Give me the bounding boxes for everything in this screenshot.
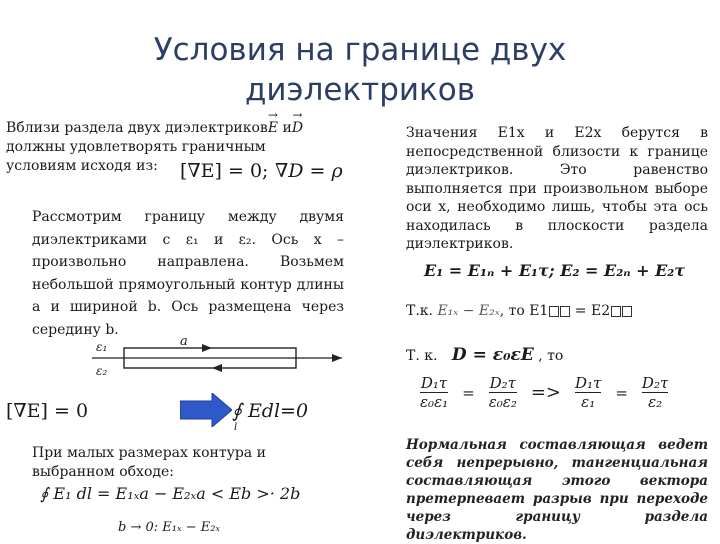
- top-arrow: [202, 344, 212, 352]
- contour-integral: ∮ Edl=0: [232, 400, 309, 422]
- axis-arrow: [332, 354, 342, 362]
- epsilon2-label: ε₂: [96, 364, 108, 378]
- slide-title: Условия на границе двух диэлектриков: [153, 32, 567, 108]
- decomposition-formula: E₁ = E₁ₙ + E₁τ; E₂ = E₂ₙ + E₂τ: [424, 261, 686, 280]
- contour-paragraph: Рассмотрим границу между двумя диэлектриками с ε₁ и ε₂. Ось x – произвольно направлена. Возьмем небольшой прямоугольный контур длины a и шириной b. Ось размещена через середину b.: [32, 209, 344, 338]
- epsilon1-label: ε₁: [96, 340, 108, 354]
- placeholder-box: [549, 306, 559, 317]
- contour-diagram: [92, 336, 342, 380]
- bottom-arrow: [212, 364, 222, 372]
- vector-E: → E: [268, 119, 278, 138]
- intro-and: и: [278, 120, 292, 136]
- right-paragraph: Значения E1x и E2x берутся в непосредственной близости к границе диэлектриков. Это равенство выполняется при произвольном выборе оси x, необходимо лишь, чтобы эта ось находилась в плоскости раздела диэлектриков.: [406, 125, 708, 252]
- eq-divergence: ∇D = ρ: [275, 160, 343, 182]
- length-label: a: [180, 334, 188, 349]
- tk1-line: Т.к. E₁ₓ − E₂ₓ, то E1 = E2: [406, 302, 632, 321]
- intro-line2: должны удовлетворять граничным: [6, 139, 266, 155]
- integral-equation: ∮ E₁ dl = E₁ₓa − E₂ₓa < Eb >· 2b: [40, 484, 301, 503]
- limit-expression: b → 0: E₁ₓ − E₂ₓ: [118, 520, 221, 535]
- tk2-line: Т. к. D = ε₀εE , то: [406, 345, 564, 365]
- implies-arrow-icon: [180, 393, 232, 427]
- intro-line1: Вблизи раздела двух диэлектриков: [6, 120, 268, 136]
- integral-subscript: l: [234, 422, 238, 433]
- eq-curl: [∇E] = 0;: [180, 160, 269, 182]
- curl-zero: [∇E] = 0: [6, 400, 89, 422]
- intro-line3: условиям исходя из:: [6, 158, 158, 174]
- fraction-row: $\frac{\text{D₁τ}}{\text{ε₀ε₁}}$ = $\frac{\text{D₂τ}}{\text{ε₀ε₂}}$ => $\frac{\text{D₁τ}}{\text{ε₁}}$ = $\frac{\text{D₂τ}}{\text{ε₂}}$: [420, 374, 669, 411]
- small-sizes-text: При малых размерах контура и выбранном обходе:: [32, 445, 266, 480]
- vector-D: → D: [292, 119, 303, 138]
- conclusion-text: Нормальная составляющая ведет себя непрерывно, тангенциальная составляющая этого вектора претерпевает разрыв при переходе через границу раздела диэлектриков.: [406, 437, 708, 543]
